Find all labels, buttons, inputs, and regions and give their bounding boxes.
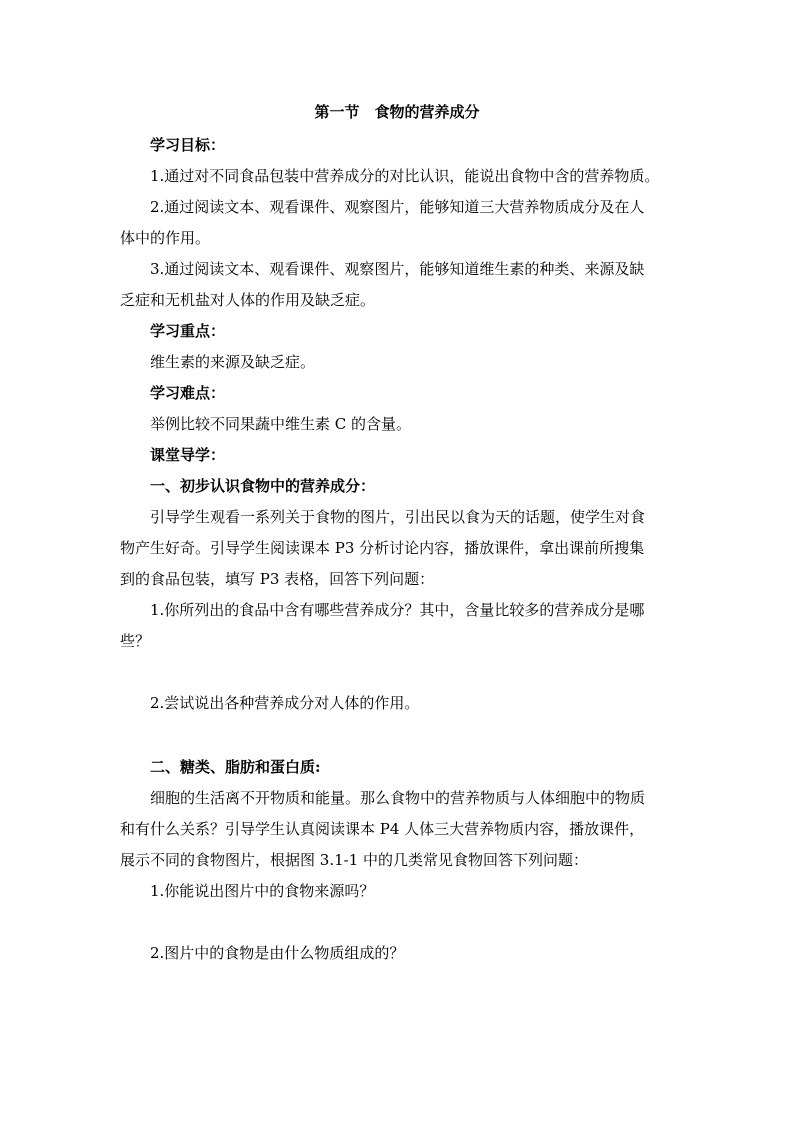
section-2-question-1: 1.你能说出图片中的食物来源吗？ [150, 882, 375, 900]
page-title: 第一节 食物的营养成分 [314, 103, 480, 121]
section-2-question-2: 2.图片中的食物是由什么物质组成的？ [150, 944, 405, 962]
key-point-text: 维生素的来源及缺乏症。 [150, 353, 316, 371]
section-2-paragraph-line-1: 细胞的生活离不开物质和能量。那么食物中的营养物质与人体细胞中的物质 [150, 789, 646, 807]
section-1-question-2: 2.尝试说出各种营养成分对人体的作用。 [150, 694, 420, 712]
section-1-question-1-line-1: 1.你所列出的食品中含有哪些营养成分？其中，含量比较多的营养成分是哪 [150, 601, 645, 619]
objectives-heading: 学习目标： [150, 136, 226, 154]
difficulty-text: 举例比较不同果蔬中维生素 C 的含量。 [150, 415, 412, 433]
section-1-paragraph-line-2: 物产生好奇。引导学生阅读课本 P3 分析讨论内容，播放课件，拿出课前所搜集 [120, 539, 645, 557]
section-1-heading: 一、初步认识食物中的营养成分： [150, 477, 376, 495]
objective-item-2-line-2: 体中的作用。 [120, 229, 211, 247]
section-2-paragraph-line-3: 展示不同的食物图片，根据图 3.1-1 中的几类常见食物回答下列问题： [120, 851, 589, 869]
section-1-paragraph-line-3: 到的食品包装，填写 P3 表格，回答下列问题： [120, 570, 435, 588]
objective-item-3-line-1: 3.通过阅读文本、观看课件、观察图片，能够知道维生素的种类、来源及缺 [150, 260, 645, 278]
key-point-heading: 学习重点： [150, 322, 226, 340]
objective-item-3-line-2: 乏症和无机盐对人体的作用及缺乏症。 [120, 291, 376, 309]
section-1-paragraph-line-1: 引导学生观看一系列关于食物的图片，引出民以食为天的话题，使学生对食 [150, 508, 646, 526]
section-1-question-1-line-2: 些？ [120, 632, 151, 650]
section-2-heading: 二、糖类、脂肪和蛋白质: [150, 758, 321, 776]
objective-item-2-line-1: 2.通过阅读文本、观看课件、观察图片，能够知道三大营养物质成分及在人 [150, 198, 645, 216]
section-2-paragraph-line-2: 和有什么关系？引导学生认真阅读课本 P4 人体三大营养物质内容，播放课件， [120, 820, 645, 838]
difficulty-heading: 学习难点： [150, 384, 226, 402]
guide-heading: 课堂导学： [150, 446, 226, 464]
objective-item-1: 1.通过对不同食品包装中营养成分的对比认识，能说出食物中含的营养物质。 [150, 167, 660, 185]
